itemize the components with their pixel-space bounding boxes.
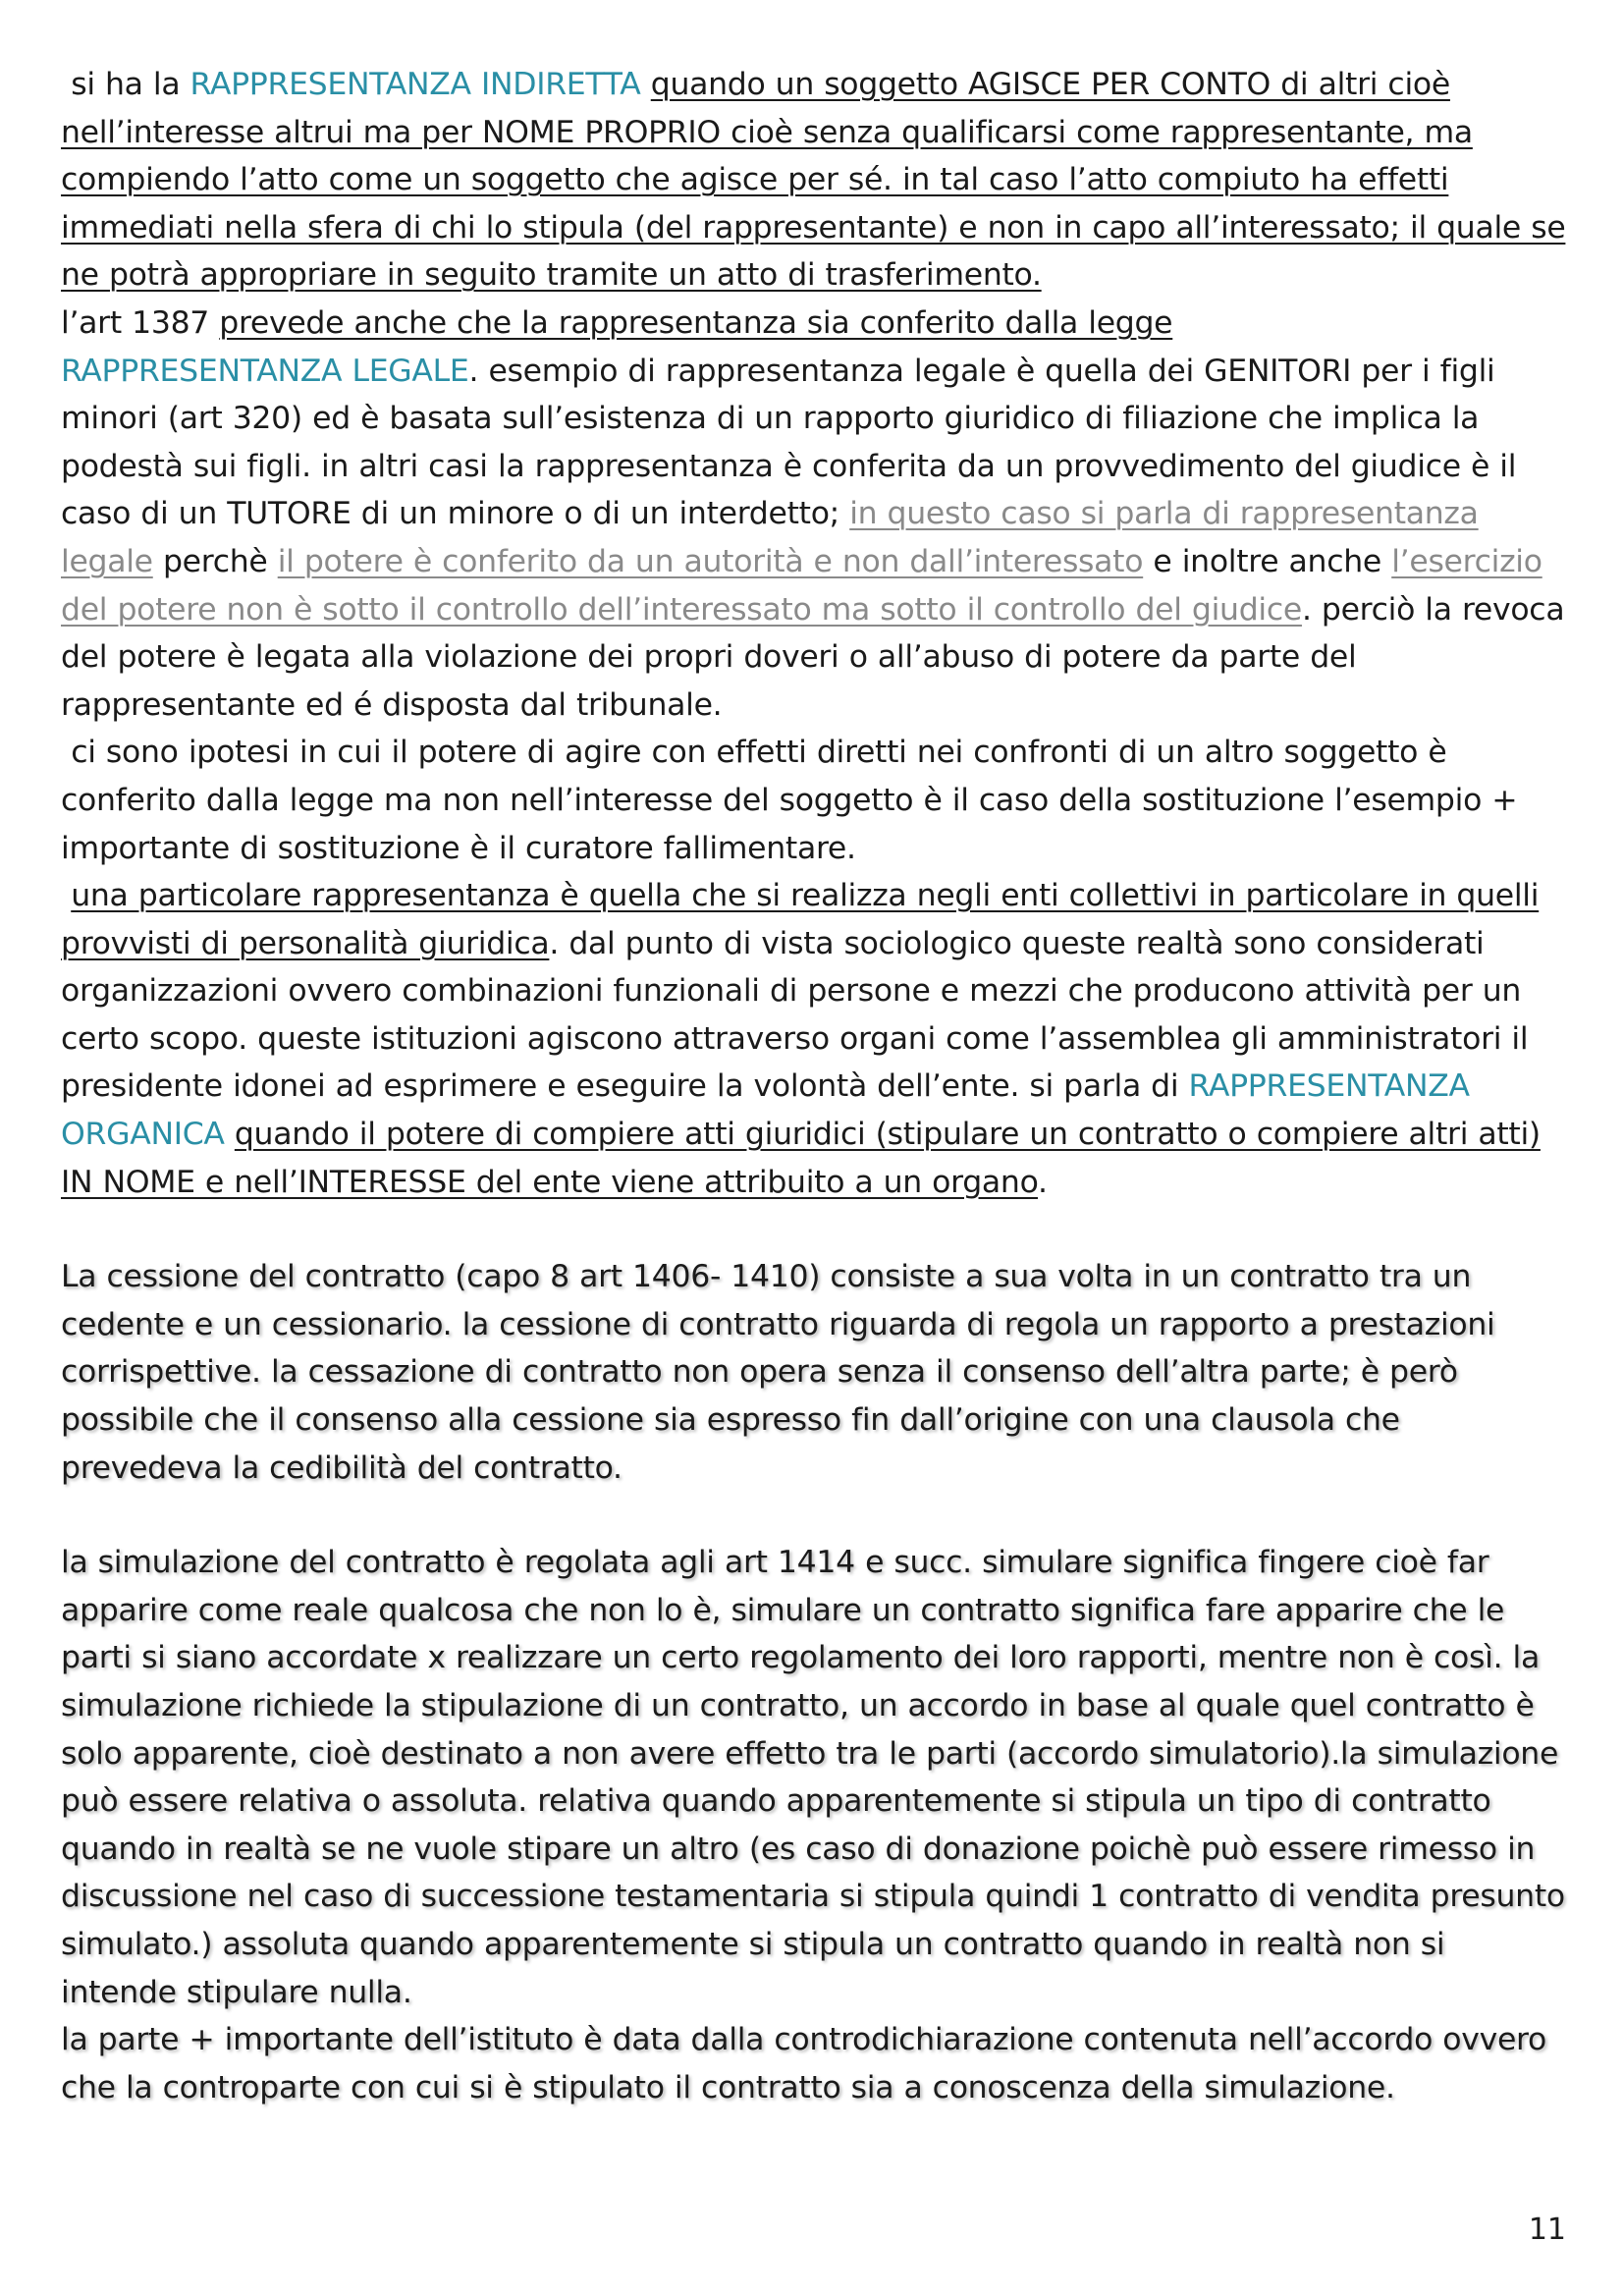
underlined-definition: una particolare rappresentanza è quella che si realizza negli enti collettivi in particolare in quelli provvisti di personalità giuridica <box>61 878 1540 961</box>
text-span: . perciò la revoca del potere è legata alla violazione dei propri doveri o all’abuso di potere da parte del rappresentante ed é disposta dal tribunale. <box>61 591 1565 723</box>
paragraph-rappresentanza-legale <box>61 300 1566 729</box>
text-span: ci sono ipotesi in cui il potere di agire con effetti diretti nei confronti di un altro soggetto è conferito dalla legge ma non nell’interesse del soggetto è il caso della sostituzione l’esempio + importante di sostituzione è il curatore fallimentare. <box>61 735 1518 866</box>
text-span: e inoltre anche <box>1143 543 1392 579</box>
paragraph-gap <box>61 1206 1566 1253</box>
page-number: 11 <box>1528 2213 1566 2247</box>
grey-underlined-phrase: in questo caso si parla di rappresentanza legale <box>61 496 1479 579</box>
term-rappresentanza-legale: RAPPRESENTANZA LEGALE <box>61 353 469 389</box>
paragraph-cessione-contratto <box>61 1253 1566 1492</box>
text-span: l’art 1387 <box>61 304 220 341</box>
underlined-definition: quando il potere di compiere atti giuridici (stipulare un contratto o compiere altri atti) IN NOME e nell’INTERESSE del ente viene attribuito a un organo <box>61 1117 1541 1200</box>
text-span: si ha la <box>71 67 190 102</box>
text-span: . <box>1038 1164 1048 1200</box>
paragraph-rappresentanza-organica <box>61 872 1566 1206</box>
text-span: perchè <box>152 543 278 579</box>
underlined-definition: prevede anche che la rappresentanza sia conferito dalla legge <box>219 304 1173 341</box>
paragraph-sostituzione <box>61 729 1566 872</box>
text-span: la parte + importante dell’istituto è data dalla controdichiarazione contenuta nell’accordo ovvero che la controparte con cui si è stipulato il contratto sia a conoscenza della simulazione. <box>61 2022 1546 2105</box>
text-span: . esempio di rappresentanza legale è quella dei GENITORI per i figli minori (art 320) ed è basata sull’esistenza di un rapporto giuridico di filiazione che implica la podestà sui figli. in altri casi la rappresentanza è conferita da un provvedimento del giudice è il caso di un TUTORE di un minore o di un interdetto; <box>61 353 1517 532</box>
term-rappresentanza-organica: RAPPRESENTANZA ORGANICA <box>61 1068 1470 1153</box>
text-span: la simulazione del contratto è regolata agli art 1414 e succ. simulare significa fingere cioè far apparire come reale qualcosa che non lo è, simulare un contratto significa fare apparire che le parti si siano accordate x realizzare un certo regolamento dei loro rapporti, mentre non è così. la simulazione richiede la stipulazione di un contratto, un accordo in base al quale quel contratto è solo apparente, cioè destinato a non avere effetto tra le parti (accordo simulatorio).la simulazione può essere relativa o assoluta. relativa quando apparentemente si stipula un tipo di contratto quando in realtà se ne vuole stipare un altro (es caso di donazione poichè può essere rimesso in discussione nel caso di successione testamentaria si stipula quindi 1 contratto di vendita presunto simulato.) assoluta quando apparentemente si stipula un contratto quando in realtà non si intende stipulare nulla. <box>61 1545 1565 2010</box>
term-rappresentanza-indiretta: RAPPRESENTANZA INDIRETTA <box>189 67 641 102</box>
paragraph-simulazione <box>61 1539 1566 2111</box>
text-span <box>225 1117 235 1152</box>
underlined-definition: quando un soggetto AGISCE PER CONTO di altri cioè nell’interesse altrui ma per NOME PROPRIO cioè senza qualificarsi come rappresentante, ma compiendo l’atto come un soggetto che agisce per sé. in tal caso l’atto compiuto ha effetti immediati nella sfera di chi lo stipula (del rappresentante) e non in capo all’interessato; il quale se ne potrà appropriare in seguito tramite un atto di trasferimento. <box>61 67 1566 294</box>
text-span: . dal punto di vista sociologico queste realtà sono considerati organizzazioni ovvero combinazioni funzionali di persone e mezzi che producono attività per un certo scopo. queste istituzioni agiscono attraverso organi come l’assemblea gli amministratori il presidente idonei ad esprimere e eseguire la volontà dell’ente. si parla di <box>61 925 1529 1105</box>
grey-underlined-phrase: l’esercizio del potere non è sotto il controllo dell’interessato ma sotto il controllo del giudice <box>61 543 1542 628</box>
paragraph-rappresentanza-indiretta <box>61 61 1566 300</box>
text-span: La cessione del contratto (capo 8 art 1406- 1410) consiste a sua volta in un contratto tra un cedente e un cessionario. la cessione di contratto riguarda di regola un rapporto a prestazioni corrispettive. la cessazione di contratto non opera senza il consenso dell’altra parte; è però possibile che il consenso alla cessione sia espresso fin dall’origine con una clausola che prevedeva la cedibilità del contratto. <box>61 1259 1495 1486</box>
text-span <box>641 67 651 102</box>
paragraph-gap <box>61 1492 1566 1539</box>
grey-underlined-phrase: il potere è conferito da un autorità e non dall’interessato <box>277 543 1144 579</box>
